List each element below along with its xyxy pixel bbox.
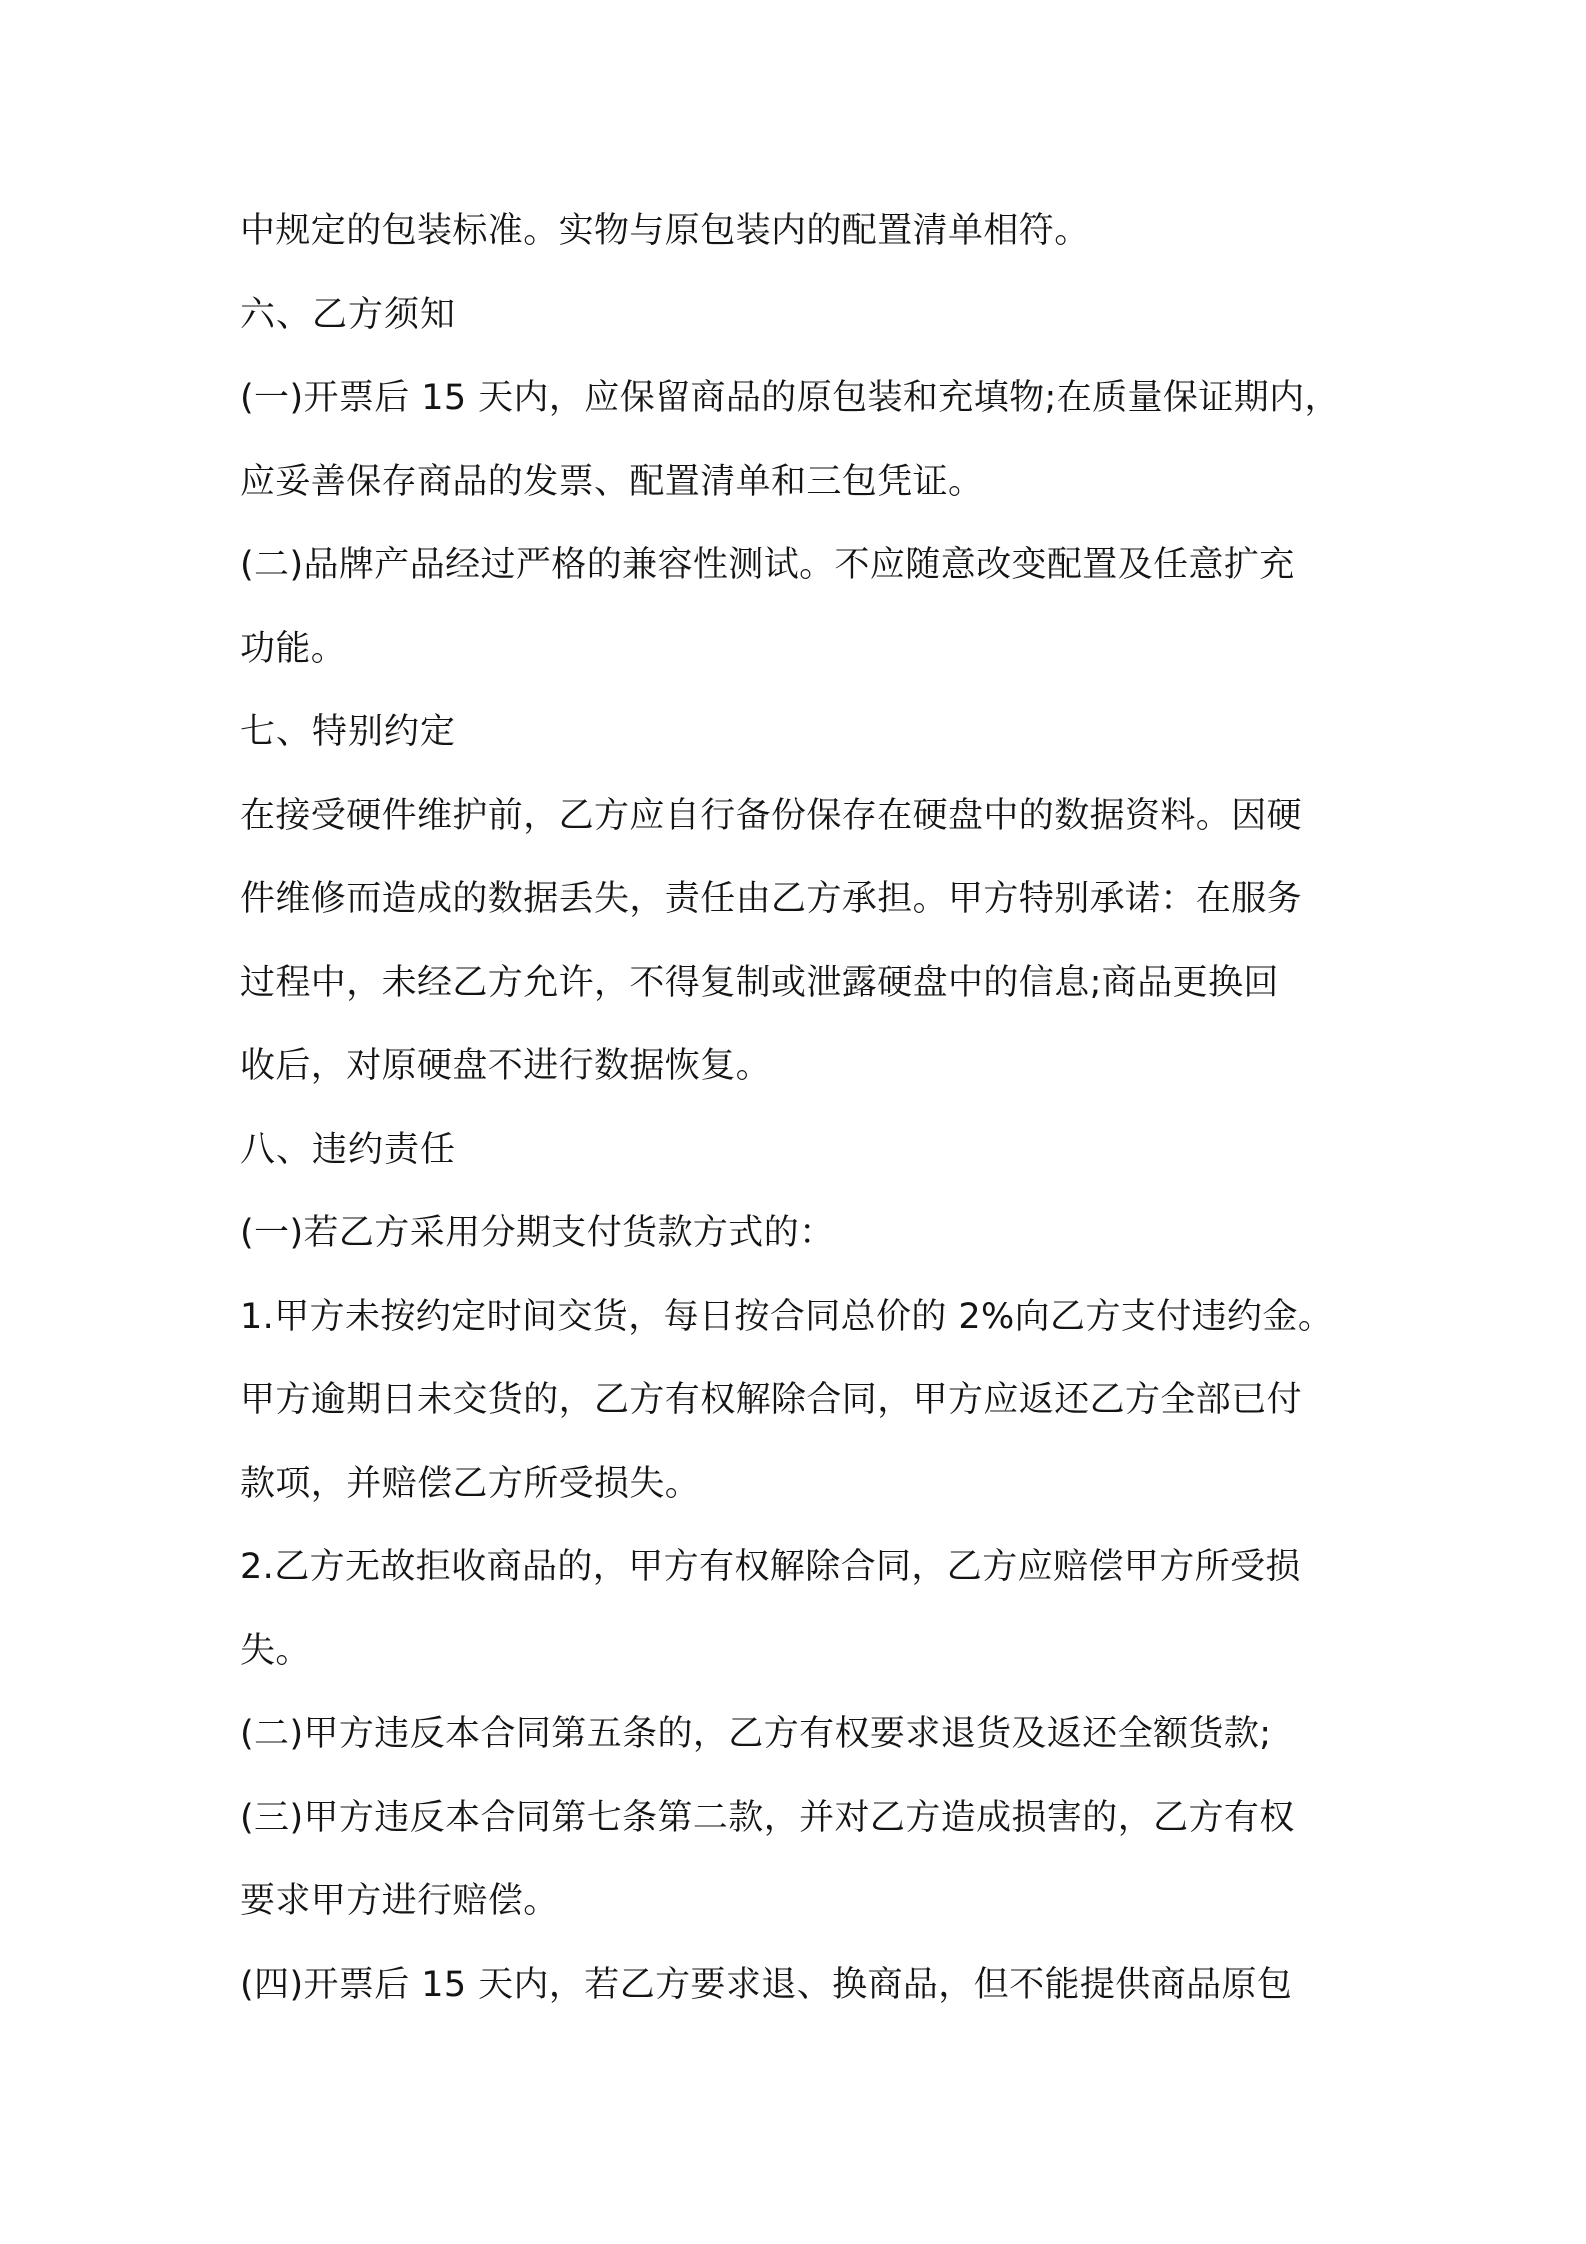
paragraph-line: 1.甲方未按约定时间交货，每日按合同总价的 2%向乙方支付违约金。 <box>240 1296 1334 1337</box>
paragraph-line: 件维修而造成的数据丢失，责任由乙方承担。甲方特别承诺：在服务 <box>240 879 1303 919</box>
section-heading-seven: 七、特别约定 <box>240 712 457 752</box>
paragraph-line: (二)品牌产品经过严格的兼容性测试。不应随意改变配置及任意扩充 <box>240 545 1295 585</box>
contract-text <box>240 190 1390 2027</box>
paragraph-line: 甲方逾期日未交货的，乙方有权解除合同，甲方应返还乙方全部已付 <box>240 1380 1303 1420</box>
section-heading-eight: 八、违约责任 <box>240 1129 457 1170</box>
paragraph-line: 款项，并赔偿乙方所受损失。 <box>240 1463 701 1504</box>
paragraph-line: 应妥善保存商品的发票、配置清单和三包凭证。 <box>240 461 984 502</box>
paragraph-line: 2.乙方无故拒收商品的，甲方有权解除合同，乙方应赔偿甲方所受损 <box>240 1547 1301 1587</box>
section-heading-six: 六、乙方须知 <box>240 294 457 335</box>
paragraph-line: (四)开票后 15 天内，若乙方要求退、换商品，但不能提供商品原包 <box>240 1964 1293 2005</box>
paragraph-line: 过程中，未经乙方允许，不得复制或泄露硬盘中的信息;商品更换回 <box>240 962 1279 1003</box>
paragraph-line: 失。 <box>240 1630 311 1671</box>
paragraph-line: (二)甲方违反本合同第五条的，乙方有权要求退货及返还全额货款; <box>240 1714 1272 1754</box>
paragraph-line: 在接受硬件维护前，乙方应自行备份保存在硬盘中的数据资料。因硬 <box>240 795 1303 836</box>
paragraph-line: (一)开票后 15 天内，应保留商品的原包装和充填物;在质量保证期内， <box>240 378 1340 418</box>
paragraph-line: 收后，对原硬盘不进行数据恢复。 <box>240 1046 772 1086</box>
paragraph-line: 要求甲方进行赔偿。 <box>240 1881 559 1921</box>
paragraph-line: 功能。 <box>240 628 347 669</box>
paragraph-line: (一)若乙方采用分期支付货款方式的： <box>240 1213 835 1253</box>
paragraph-line: (三)甲方违反本合同第七条第二款，并对乙方造成损害的，乙方有权 <box>240 1797 1295 1838</box>
paragraph-line: 中规定的包装标准。实物与原包装内的配置清单相符。 <box>240 211 1090 251</box>
